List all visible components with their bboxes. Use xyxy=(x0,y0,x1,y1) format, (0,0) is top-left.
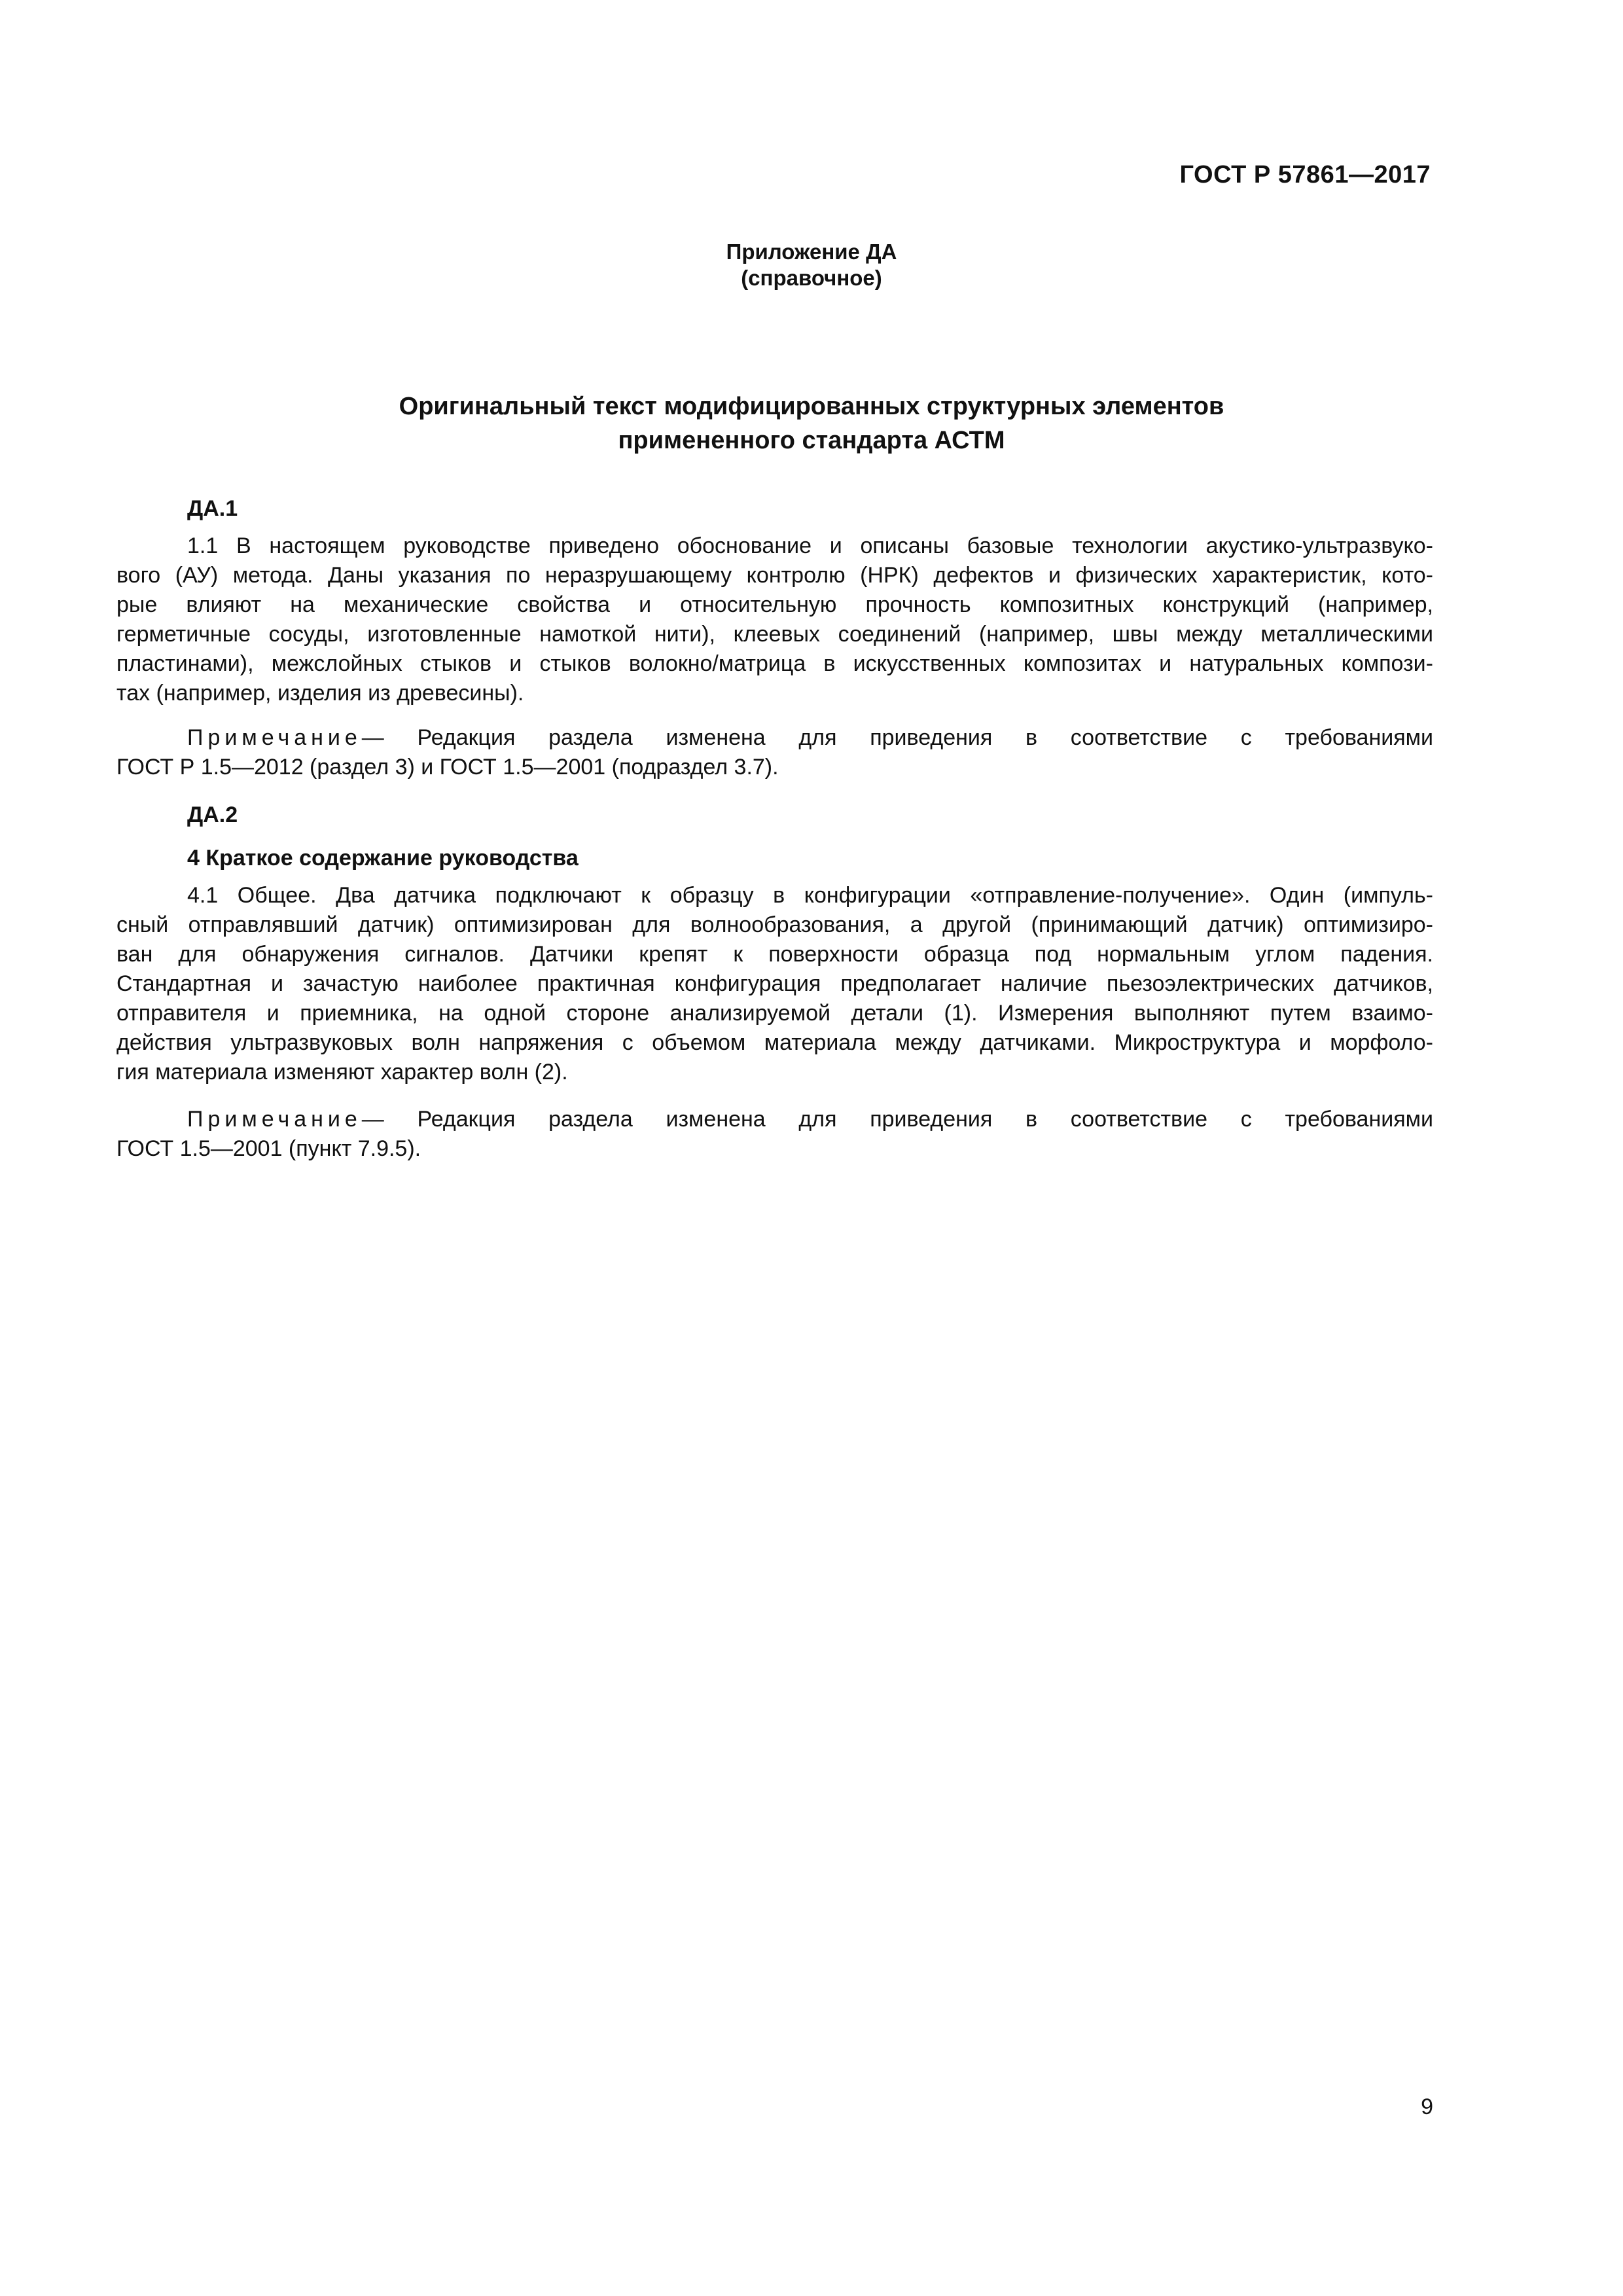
standard-number: ГОСТ Р 57861—2017 xyxy=(1179,161,1431,188)
note-label: Примечание xyxy=(187,1107,362,1132)
paragraph-line: вого (АУ) метода. Даны указания по неразрушающему контролю (НРК) дефектов и физических характеристик, кото- xyxy=(116,563,1433,588)
section-label-da1: ДА.1 xyxy=(187,496,238,521)
paragraph-line: отправителя и приемника, на одной стороне анализируемой детали (1). Измерения выполняют путем взаимо- xyxy=(116,1001,1433,1026)
page-number: 9 xyxy=(1421,2094,1433,2119)
note-line xyxy=(116,723,1433,753)
note-line: ГОСТ 1.5—2001 (пункт 7.9.5). xyxy=(116,1136,421,1161)
paragraph-line: герметичные сосуды, изготовленные намоткой нити), клеевых соединений (например, швы между металлическими xyxy=(116,622,1433,647)
section-label-da2: ДА.2 xyxy=(187,802,238,827)
paragraph-line: ван для обнаружения сигналов. Датчики крепят к поверхности образца под нормальным углом падения. xyxy=(116,942,1433,967)
note-da1 xyxy=(116,723,1433,782)
paragraph-line: пластинами), межслойных стыков и стыков волокно/матрица в искусственных композитах и натуральных компози- xyxy=(116,651,1433,676)
section-da1 xyxy=(116,492,1433,708)
paragraph-line: Стандартная и зачастую наиболее практичная конфигурация предполагает наличие пьезоэлектрических датчиков, xyxy=(116,971,1433,996)
paragraph-line: 1.1 В настоящем руководстве приведено обоснование и описаны базовые технологии акустико-ультразвуко- xyxy=(187,533,1433,558)
paragraph-line: гия материала изменяют характер волн (2). xyxy=(116,1060,568,1085)
paragraph-line: тах (например, изделия из древесины). xyxy=(116,681,524,706)
annex-title: Приложение ДА xyxy=(726,240,897,264)
annex-status: (справочное) xyxy=(741,266,882,290)
annex-heading-line-1: Оригинальный текст модифицированных структурных элементов xyxy=(399,393,1224,420)
note-line: ГОСТ Р 1.5—2012 (раздел 3) и ГОСТ 1.5—2001 (подраздел 3.7). xyxy=(116,755,779,780)
section-da2 xyxy=(116,797,1433,1087)
note-label: Примечание xyxy=(187,725,362,750)
subsection-heading: 4 Краткое содержание руководства xyxy=(187,846,579,870)
note-da2 xyxy=(116,1105,1433,1164)
note-line xyxy=(116,1105,1433,1134)
annex-heading-line-2: примененного стандарта АСТМ xyxy=(618,427,1005,454)
paragraph-line: сный отправлявший датчик) оптимизирован для волнообразования, а другой (принимающий датчик) оптимизиро- xyxy=(116,912,1433,937)
note-text: — Редакция раздела изменена для приведения в соответствие с требованиями xyxy=(361,725,1433,750)
paragraph-line: рые влияют на механические свойства и относительную прочность композитных конструкций (например, xyxy=(116,592,1433,617)
paragraph-line: 4.1 Общее. Два датчика подключают к образцу в конфигурации «отправление-получение». Один (импуль- xyxy=(187,883,1433,908)
paragraph-line: действия ультразвуковых волн напряжения с объемом материала между датчиками. Микроструктура и морфоло- xyxy=(116,1030,1433,1055)
note-text: — Редакция раздела изменена для приведения в соответствие с требованиями xyxy=(361,1107,1433,1132)
